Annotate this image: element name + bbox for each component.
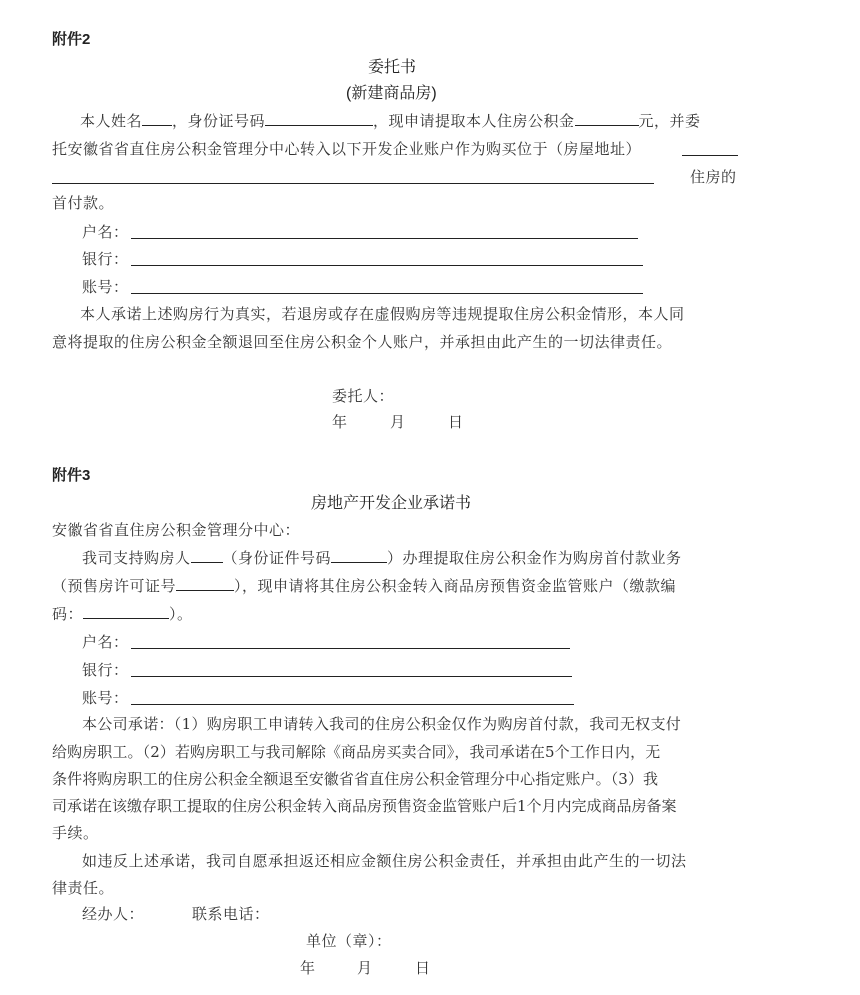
name-blank [142, 111, 172, 126]
annex3-paragraph1-line2 [52, 576, 676, 596]
address-blank-1 [682, 155, 738, 156]
annex3-commitment-line1: 本公司承诺：（1）购房职工申请转入我司的住房公积金仅作为购房首付款，我司无权支付 [82, 715, 682, 733]
phone-label: 联系电话： [192, 905, 270, 923]
annex2-account-no-blank [131, 293, 643, 294]
payment-code-blank [83, 604, 169, 619]
annex2-account-name-blank [131, 238, 638, 239]
annex3-permit-text: （预售房许可证号 [52, 577, 177, 595]
id-number-blank [265, 111, 373, 126]
annex2-housing-text: 住房的 [690, 168, 737, 186]
annex2-account-name-label: 户名： [82, 223, 129, 241]
annex3-bank-blank [131, 676, 572, 677]
amount-blank [575, 111, 639, 126]
annex3-paragraph1-line3 [52, 604, 193, 624]
annex2-commitment-line2: 意将提取的住房公积金全额退回至住房公积金个人账户，并承担由此产生的一切法律责任。 [52, 333, 673, 351]
annex2-date-month: 月 [390, 413, 406, 431]
annex3-code-text: 码： [52, 605, 84, 623]
annex3-date-month: 月 [357, 959, 373, 977]
annex2-title: 委托书 [368, 59, 417, 76]
annex3-violation-line1: 如违反上述承诺，我司自愿承担返还相应金额住房公积金责任，并承担由此产生的一切法 [82, 852, 687, 870]
address-blank-2 [52, 183, 654, 184]
annex3-paragraph1-line1 [82, 548, 682, 568]
annex3-label: 附件3 [52, 467, 91, 484]
annex2-amount-text: ，现申请提取本人住房公积金 [373, 112, 575, 130]
annex2-paragraph1-line2 [52, 139, 641, 159]
annex3-account-no-label: 账号： [82, 689, 129, 707]
annex3-id-text: （身份证件号码 [222, 549, 332, 567]
annex3-account-name-label: 户名： [82, 633, 129, 651]
annex2-commitment-line1: 本人承诺上述购房行为真实，若退房或存在虚假购房等违规提取住房公积金情形，本人同 [80, 305, 685, 323]
annex2-account-no-label: 账号： [82, 278, 129, 296]
annex3-business-text: ）办理提取住房公积金作为购房首付款业务 [387, 549, 682, 567]
annex2-yuan-text: 元，并委 [638, 112, 701, 130]
annex2-down-payment-text: 首付款。 [52, 194, 115, 212]
annex2-date-year: 年 [332, 413, 348, 431]
seal-label: 单位（章）： [306, 932, 392, 950]
annex2-date-day: 日 [448, 413, 464, 431]
annex3-commitment-line2: 给购房职工。（2）若购房职工与我司解除《商品房买卖合同》，我司承诺在5个工作日内，无 [52, 743, 661, 761]
annex3-violation-line2: 律责任。 [52, 879, 115, 897]
annex3-commitment-line3: 条件将购房职工的住房公积金全额退至安徽省省直住房公积金管理分中心指定账户。（3）我 [52, 770, 659, 788]
annex2-paragraph1-line1 [80, 111, 701, 131]
buyer-id-blank [331, 548, 387, 563]
annex3-bank-label: 银行： [82, 661, 129, 679]
annex3-commitment-line5: 手续。 [52, 824, 99, 842]
handler-label: 经办人： [82, 905, 145, 923]
annex2-bank-label: 银行： [82, 250, 129, 268]
annex3-date-year: 年 [300, 959, 316, 977]
annex3-escrow-text: ），现申请将其住房公积金转入商品房预售资金监管账户（缴款编 [234, 577, 677, 595]
buyer-blank [191, 548, 223, 563]
annex3-code-close: ）。 [169, 605, 193, 623]
annex3-commitment-line4: 司承诺在该缴存职工提取的住房公积金转入商品房预售资金监管账户后1个月内完成商品房备案 [52, 797, 677, 815]
annex2-id-text: ，身份证号码 [172, 112, 266, 130]
annex3-account-no-blank [131, 704, 574, 705]
permit-blank [176, 576, 234, 591]
annex3-addressee: 安徽省省直住房公积金管理分中心： [52, 521, 301, 539]
annex2-transfer-text: 托安徽省省直住房公积金管理分中心转入以下开发企业账户作为购买位于（房屋地址） [52, 140, 642, 158]
annex3-buyer-text: 我司支持购房人 [82, 549, 191, 567]
annex2-subtitle: (新建商品房) [346, 85, 437, 102]
annex3-account-name-blank [131, 648, 570, 649]
principal-label: 委托人： [332, 387, 395, 405]
annex2-bank-blank [131, 265, 643, 266]
annex3-date-day: 日 [415, 959, 431, 977]
annex2-name-text: 本人姓名 [80, 112, 143, 130]
annex3-title: 房地产开发企业承诺书 [311, 495, 472, 512]
annex2-label: 附件2 [52, 31, 91, 48]
